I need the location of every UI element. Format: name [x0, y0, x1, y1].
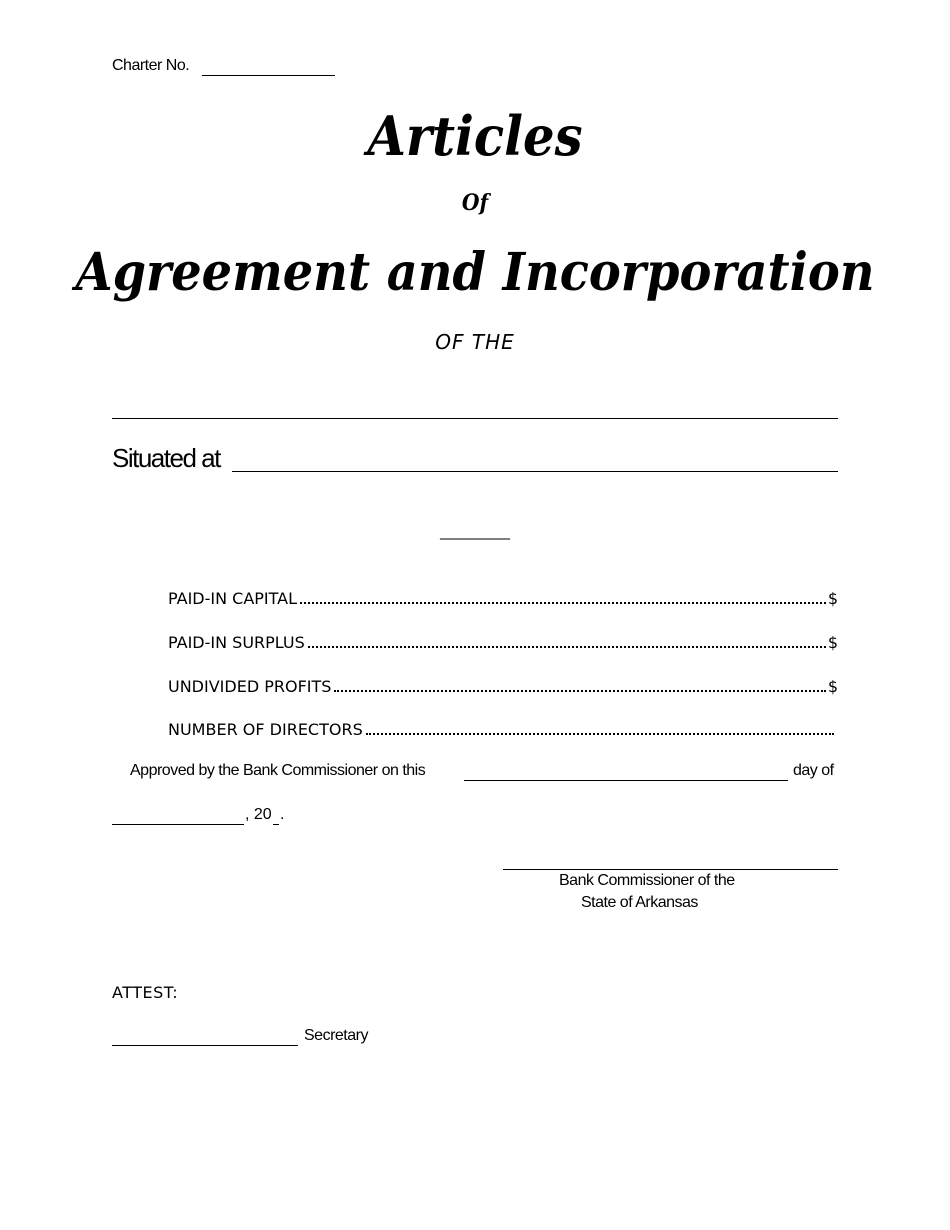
- approval-day-field[interactable]: [464, 780, 788, 781]
- dot-leader: [366, 733, 834, 735]
- number-of-directors-row[interactable]: [168, 717, 836, 739]
- approval-suffix: day of: [793, 762, 834, 779]
- commissioner-title-line2: State of Arkansas: [581, 894, 698, 911]
- title-articles: Articles: [367, 104, 583, 168]
- section-divider: __________: [440, 524, 510, 540]
- approval-year-suffix: .: [280, 806, 285, 823]
- situated-at-label: Situated at: [112, 443, 220, 473]
- approval-prefix: Approved by the Bank Commissioner on this: [130, 762, 426, 779]
- secretary-label: Secretary: [304, 1027, 368, 1044]
- paid-in-capital-label: PAID-IN CAPITAL: [168, 589, 298, 608]
- number-of-directors-label: NUMBER OF DIRECTORS: [168, 720, 363, 739]
- paid-in-surplus-row[interactable]: [168, 630, 838, 652]
- undivided-profits-row[interactable]: [168, 674, 838, 696]
- approval-year-field[interactable]: [273, 824, 279, 825]
- dollar-sign: $: [827, 633, 838, 652]
- dot-leader: [334, 690, 825, 692]
- paid-in-surplus-label: PAID-IN SURPLUS: [168, 633, 305, 652]
- attest-label: ATTEST:: [112, 983, 179, 1002]
- bank-name-field[interactable]: [112, 418, 838, 419]
- title-of: Of: [461, 190, 489, 216]
- title-of-the: OF THE: [435, 330, 515, 354]
- dot-leader: [308, 646, 826, 648]
- approval-year-prefix: , 20: [245, 806, 272, 823]
- charter-number-field[interactable]: [202, 75, 335, 76]
- dot-leader: [300, 602, 826, 604]
- undivided-profits-label: UNDIVIDED PROFITS: [168, 677, 332, 696]
- dollar-sign: $: [827, 589, 838, 608]
- situated-at-field[interactable]: [232, 471, 838, 472]
- charter-number-label: Charter No.: [112, 57, 190, 74]
- approval-month-field[interactable]: [112, 824, 244, 825]
- secretary-signature-field[interactable]: [112, 1045, 298, 1046]
- commissioner-signature-field[interactable]: [503, 869, 838, 870]
- title-agreement-incorporation: Agreement and Incorporation: [75, 242, 875, 303]
- paid-in-capital-row[interactable]: [168, 586, 838, 608]
- commissioner-title-line1: Bank Commissioner of the: [559, 872, 735, 889]
- dollar-sign: $: [827, 677, 838, 696]
